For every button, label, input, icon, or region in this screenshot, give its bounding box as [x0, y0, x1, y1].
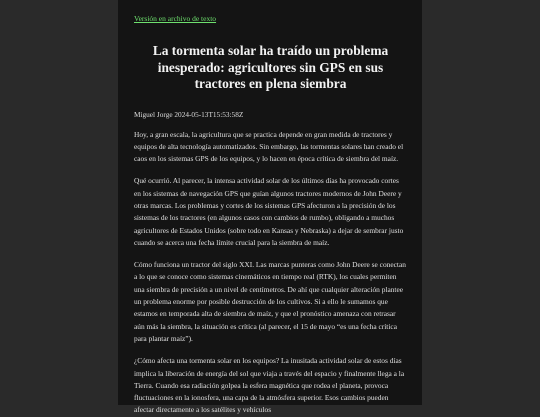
article-paragraph: ¿Cómo afecta una tormenta solar en los equipos? La inusitada actividad solar de estos días implica la liberación de energía del sol que viaja a través del espacio y finalmente llega a la Tierra. Cuando esa radiación golpea la esfera magnética que rodea el planeta, provoca fluctuaciones en la ionosfera, una capa de la atmósfera superior. Esos cambios pueden afectar directamente a los satélites y vehículos [134, 356, 405, 415]
article-paragraph: Hoy, a gran escala, la agricultura que se practica depende en gran medida de tractores y equipos de alta tecnología automatizados. Sin embargo, las tormentas solares han creado el caos en los sistemas GPS de los equipos, y lo hacen en época crítica de siembra del maíz. [134, 129, 404, 164]
article-paragraph: Qué ocurrió. Al parecer, la intensa actividad solar de los últimos días ha provocado cortes en los sistemas de navegación GPS que guían algunos tractores modernos de John Deere y otras marcas. Los problemas y cortes de los sistemas GPS afecturon a la precisión de los sistemas de los tractores (en algunos casos con cambios de rumbo), obligando a muchos agricultores de Estados Unidos (sobre todo en Kansas y Nebraska) a dejar de sembrar justo cuando se acerca una fecha límite crucial para la siembra de maíz. [134, 176, 404, 247]
article-page [118, 0, 422, 415]
article-content [118, 0, 422, 417]
article-paragraph: Cómo funciona un tractor del siglo XXI. Las marcas punteras como John Deere se conectan a lo que se conoce como sistemas cinemáticos en tiempo real (RTK), los cuales permiten una siembra de precisión a un nivel de centímetros. De ahí que cualquier alteración plantee un problema enorme por posible destrucción de los cultivos. Si a ello le sumamos que estamos en temporada alta de siembra de maíz, y que el pronóstico amenaza con retrasar aún más la siembra, la situación es crítica (al parecer, el 15 de mayo “es una fecha crítica para plantar maíz”). [134, 260, 406, 343]
article-byline: Miguel Jorge 2024-05-13T15:53:58Z [134, 109, 244, 119]
article-title: La tormenta solar ha traído un problema inesperado: agricultores sin GPS en sus tractores en plena siembra [152, 43, 389, 91]
text-version-link[interactable]: Versión en archivo de texto [134, 14, 217, 23]
